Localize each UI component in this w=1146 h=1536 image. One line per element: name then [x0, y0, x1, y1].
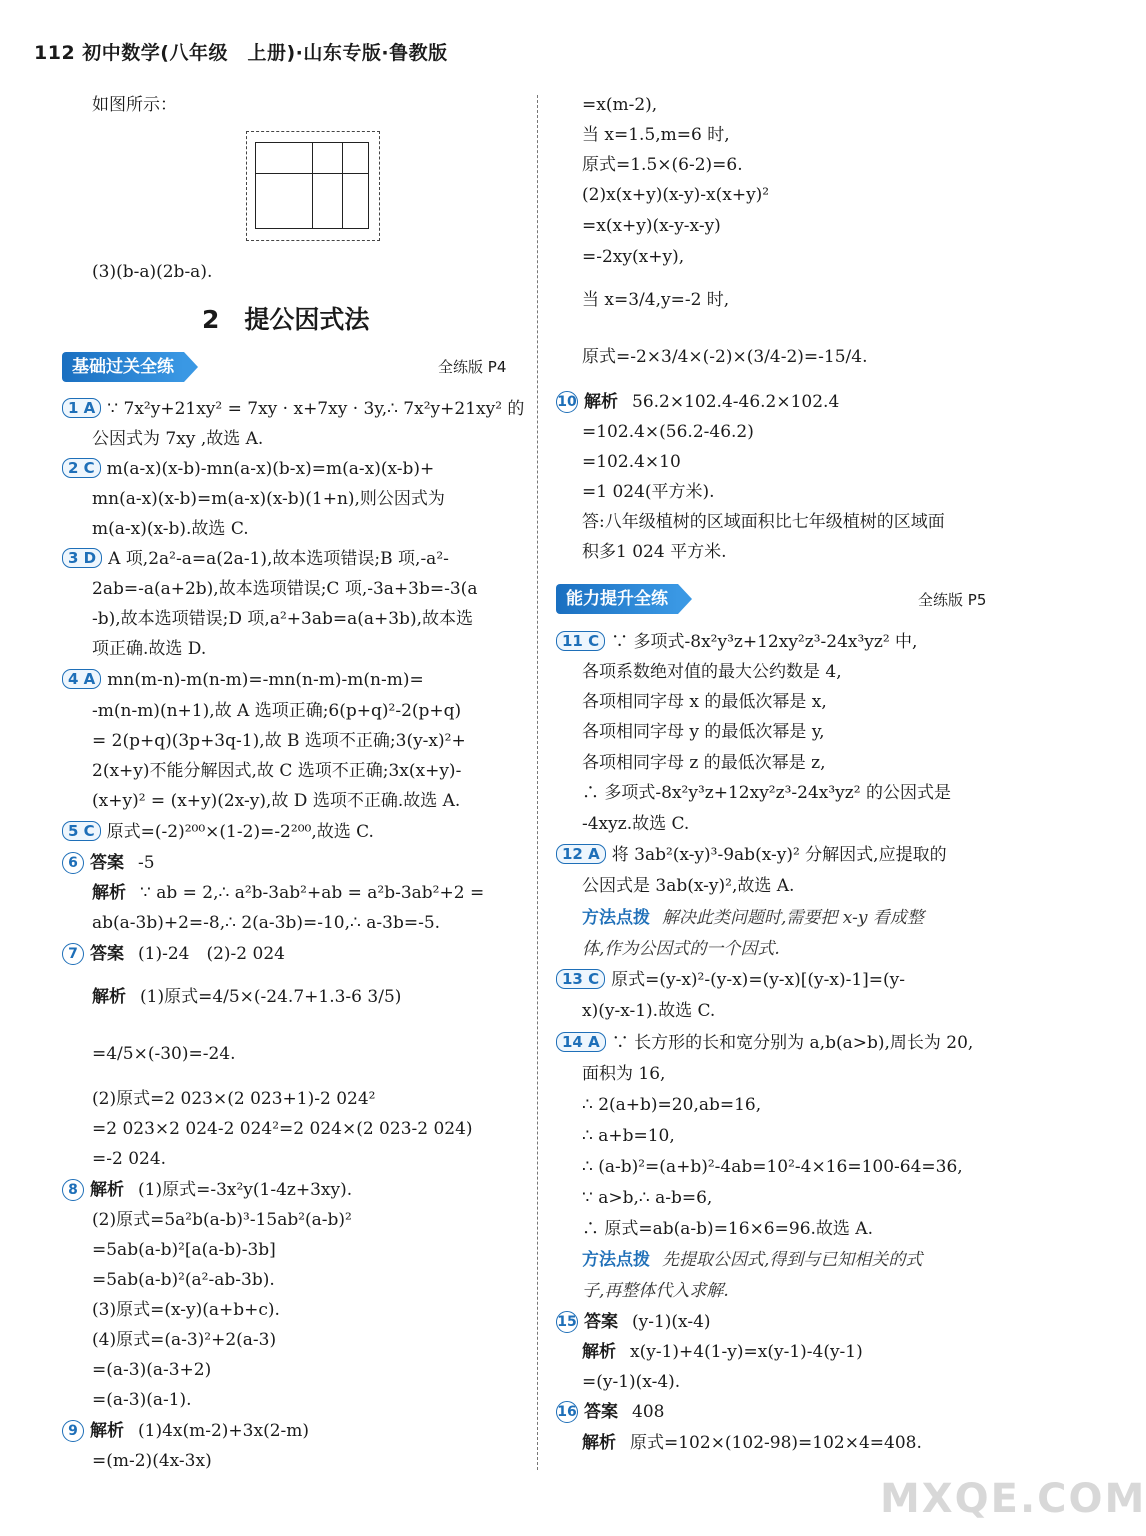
p4-line4: 2(x+y)不能分解因式,故 C 选项不正确;3x(x+y)-	[92, 761, 462, 781]
problem-number-10: 10	[556, 391, 578, 413]
p6-answer: -5	[138, 853, 155, 873]
r-line4: (2)x(x+y)(x-y)-x(x+y)²	[582, 185, 770, 205]
p10-line2: =102.4×(56.2-46.2)	[582, 422, 754, 442]
answer-label: 答案	[584, 1312, 618, 1332]
banner-basic-ref: 全练版 P4	[438, 358, 507, 376]
p14-line4: ∴ a+b=10,	[582, 1126, 675, 1146]
p1-line2: 公因式为 7xy ,故选 A.	[92, 429, 264, 449]
p14-line6: ∵ a>b,∴ a-b=6,	[582, 1188, 713, 1208]
p14-line2: 面积为 16,	[582, 1064, 666, 1084]
answer-label: 答案	[90, 853, 124, 873]
p7-line3: (2)原式=2 023×(2 023+1)-2 024²	[92, 1089, 376, 1109]
p14-line3: ∴ 2(a+b)=20,ab=16,	[582, 1095, 762, 1115]
p12-line1: 将 3ab²(x-y)³-9ab(x-y)² 分解因式,应提取的	[611, 845, 947, 865]
problem-badge-3: 3 D	[62, 548, 102, 568]
p2-line3: m(a-x)(x-b).故选 C.	[92, 519, 249, 539]
analysis-label: 解析	[92, 987, 126, 1007]
method-tip-label: 方法点拨	[582, 908, 650, 928]
p8-line1: (1)原式=-3x²y(1-4z+3xy).	[138, 1180, 353, 1200]
p15-answer: (y-1)(x-4)	[632, 1312, 711, 1332]
p12-tip-line1: 解决此类问题时,需要把 x-y 看成整	[662, 908, 924, 928]
p3-line3: -b),故本选项错误;D 项,a²+3ab=a(a+3b),故本选	[92, 609, 473, 629]
answer-label: 答案	[90, 944, 124, 964]
p4-line5: (x+y)² = (x+y)(2x-y),故 D 选项不正确.故选 A.	[92, 791, 461, 811]
problem-number-16: 16	[556, 1401, 578, 1423]
banner-basic: 基础过关全练	[62, 352, 184, 382]
problem-badge-2: 2 C	[62, 458, 101, 478]
analysis-label: 解析	[92, 883, 126, 903]
problem-number-7: 7	[62, 943, 84, 965]
grid-figure	[246, 131, 380, 241]
r-line1: =x(m-2),	[582, 95, 658, 115]
p10-line4: =1 024(平方米).	[582, 482, 715, 502]
p14-tip-line1: 先提取公因式,得到与已知相关的式	[662, 1250, 923, 1270]
problem-number-15: 15	[556, 1311, 578, 1333]
p16-answer: 408	[632, 1402, 665, 1422]
p8-line3: =5ab(a-b)²[a(a-b)-3b]	[92, 1240, 276, 1260]
p12-tip-line2: 体,作为公因式的一个因式.	[582, 939, 780, 959]
method-tip-label: 方法点拨	[582, 1250, 650, 1270]
p6-line2: ab(a-3b)+2=-8,∴ 2(a-3b)=-10,∴ a-3b=-5.	[92, 913, 441, 933]
p7-line5: =-2 024.	[92, 1149, 167, 1169]
analysis-label: 解析	[90, 1421, 124, 1441]
p14-line1: ∵ 长方形的长和宽分别为 a,b(a>b),周长为 20,	[611, 1033, 974, 1053]
section-title: 2 提公因式法	[202, 305, 370, 334]
r-line6: =-2xy(x+y),	[582, 247, 685, 267]
p16-line1: 原式=102×(102-98)=102×4=408.	[630, 1433, 922, 1453]
p2-line2: mn(a-x)(x-b)=m(a-x)(x-b)(1+n),则公因式为	[92, 489, 445, 509]
p7-answer: (1)-24 (2)-2 024	[138, 944, 285, 964]
p11-line6: ∴ 多项式-8x²y³z+12xy²z³-24x³yz² 的公因式是	[582, 783, 951, 803]
page-header: 112 初中数学(八年级 上册)·山东专版·鲁教版	[34, 42, 448, 64]
p7-line2: =4/5×(-30)=-24.	[92, 1044, 236, 1064]
p12-line2: 公因式是 3ab(x-y)²,故选 A.	[582, 876, 795, 896]
p11-line5: 各项相同字母 z 的最低次幂是 z,	[582, 753, 826, 773]
p10-line5: 答:八年级植树的区域面积比七年级植树的区域面	[582, 512, 945, 532]
p11-line1: ∵ 多项式-8x²y³z+12xy²z³-24x³yz² 中,	[611, 632, 918, 652]
p9-line1: (1)4x(m-2)+3x(2-m)	[138, 1421, 310, 1441]
p9-line2: =(m-2)(4x-3x)	[92, 1451, 212, 1471]
r-line8: 原式=-2×3/4×(-2)×(3/4-2)=-15/4.	[582, 347, 868, 367]
p4-line2: -m(n-m)(n+1),故 A 选项正确;6(p+q)²-2(p+q)	[92, 701, 462, 721]
p5-line1: 原式=(-2)²⁰⁰×(1-2)=-2²⁰⁰,故选 C.	[106, 822, 374, 842]
problem-number-9: 9	[62, 1420, 84, 1442]
answer-label: 答案	[584, 1402, 618, 1422]
p11-line7: -4xyz.故选 C.	[582, 814, 690, 834]
p14-line7: ∴ 原式=ab(a-b)=16×6=96.故选 A.	[582, 1219, 873, 1239]
problem-badge-4: 4 A	[62, 669, 101, 689]
p11-line4: 各项相同字母 y 的最低次幂是 y,	[582, 722, 825, 742]
watermark-logo: MXQE.COM	[880, 1476, 1146, 1522]
problem-badge-14: 14 A	[556, 1032, 606, 1052]
p11-line3: 各项相同字母 x 的最低次幂是 x,	[582, 692, 827, 712]
p10-line6: 积多1 024 平方米.	[582, 542, 727, 562]
problem-badge-12: 12 A	[556, 844, 606, 864]
problem-number-8: 8	[62, 1179, 84, 1201]
p8-line8: =(a-3)(a-1).	[92, 1390, 192, 1410]
p14-line5: ∴ (a-b)²=(a+b)²-4ab=10²-4×16=100-64=36,	[582, 1157, 963, 1177]
p13-line1: 原式=(y-x)²-(y-x)=(y-x)[(y-x)-1]=(y-	[611, 970, 906, 990]
p3-line1: A 项,2a²-a=a(2a-1),故本选项错误;B 项,-a²-	[108, 549, 449, 569]
analysis-label: 解析	[582, 1433, 616, 1453]
p2-line1: m(a-x)(x-b)-mn(a-x)(b-x)=m(a-x)(x-b)+	[106, 459, 435, 479]
p7-line1: (1)原式=4/5×(-24.7+1.3-6 3/5)	[140, 987, 402, 1007]
problem-badge-11: 11 C	[556, 631, 605, 651]
p3-line4: 项正确.故选 D.	[92, 639, 207, 659]
p6-line1: ∵ ab = 2,∴ a²b-3ab²+ab = a²b-3ab²+2 =	[140, 883, 485, 903]
p13-line2: x)(y-x-1).故选 C.	[582, 1001, 716, 1021]
analysis-label: 解析	[582, 1342, 616, 1362]
p11-line2: 各项系数绝对值的最大公约数是 4,	[582, 662, 842, 682]
analysis-label: 解析	[90, 1180, 124, 1200]
banner-advanced-ref: 全练版 P5	[918, 591, 987, 609]
p15-line2: =(y-1)(x-4).	[582, 1372, 681, 1392]
intro-text: 如图所示：	[92, 95, 177, 115]
p8-line4: =5ab(a-b)²(a²-ab-3b).	[92, 1270, 275, 1290]
column-divider	[537, 95, 538, 1470]
p4-line1: mn(m-n)-m(n-m)=-mn(n-m)-m(n-m)=	[107, 670, 424, 690]
problem-badge-5: 5 C	[62, 821, 101, 841]
p8-line6: (4)原式=(a-3)²+2(a-3)	[92, 1330, 277, 1350]
r-line5: =x(x+y)(x-y-x-y)	[582, 216, 721, 236]
p8-line2: (2)原式=5a²b(a-b)³-15ab²(a-b)²	[92, 1210, 352, 1230]
p14-tip-line2: 子,再整体代入求解.	[582, 1281, 729, 1301]
p1-line1: ∵ 7x²y+21xy² = 7xy · x+7xy · 3y,∴ 7x²y+21xy² 的	[107, 399, 525, 419]
r-line7: 当 x=3/4,y=-2 时,	[582, 290, 730, 310]
r-line3: 原式=1.5×(6-2)=6.	[582, 155, 743, 175]
p8-line7: =(a-3)(a-3+2)	[92, 1360, 212, 1380]
p3-line2: 2ab=-a(a+2b),故本选项错误;C 项,-3a+3b=-3(a	[92, 579, 478, 599]
r-line2: 当 x=1.5,m=6 时,	[582, 125, 730, 145]
p8-line5: (3)原式=(x-y)(a+b+c).	[92, 1300, 280, 1320]
p10-line1: 56.2×102.4-46.2×102.4	[632, 392, 840, 412]
p7-line4: =2 023×2 024-2 024²=2 024×(2 023-2 024)	[92, 1119, 473, 1139]
p10-line3: =102.4×10	[582, 452, 681, 472]
problem-badge-1: 1 A	[62, 398, 101, 418]
banner-advanced: 能力提升全练	[556, 584, 678, 614]
problem-number-6: 6	[62, 852, 84, 874]
analysis-label: 解析	[584, 392, 618, 412]
p15-line1: x(y-1)+4(1-y)=x(y-1)-4(y-1)	[630, 1342, 863, 1362]
q3-answer: (3)(b-a)(2b-a).	[92, 262, 213, 282]
problem-badge-13: 13 C	[556, 969, 605, 989]
p4-line3: = 2(p+q)(3p+3q-1),故 B 选项不正确;3(y-x)²+	[92, 731, 466, 751]
